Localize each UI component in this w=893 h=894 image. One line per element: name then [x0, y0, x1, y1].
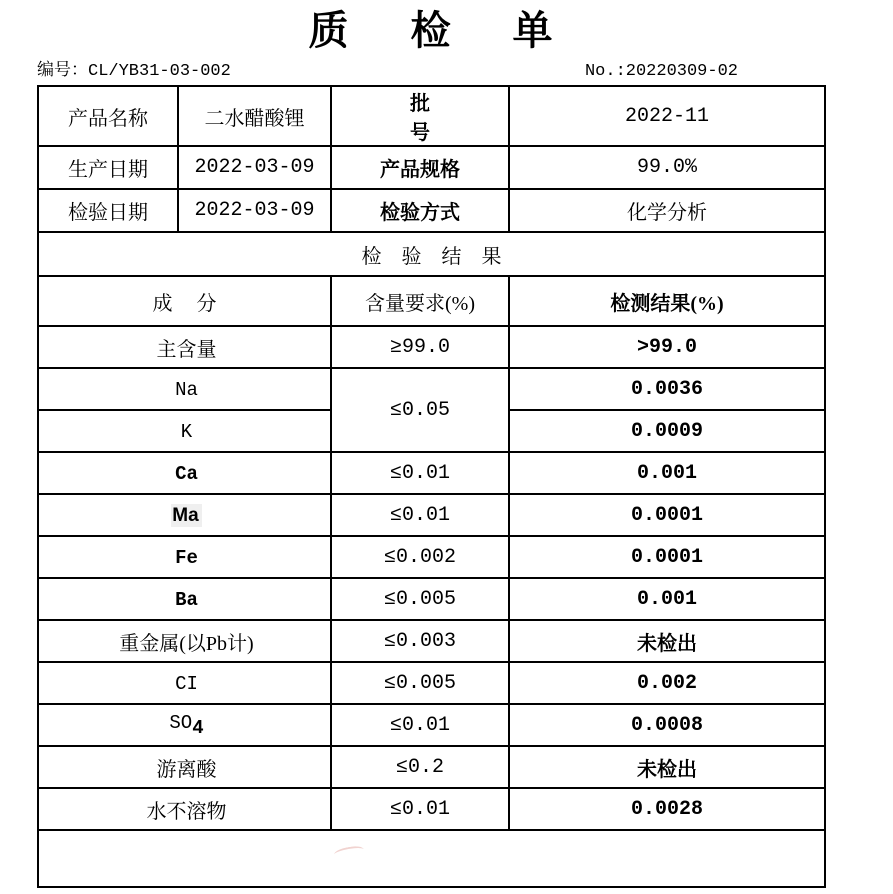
qc-sheet: [37, 0, 824, 888]
inspection-date-label: 检验日期: [38, 189, 178, 232]
production-date-label: 生产日期: [38, 146, 178, 189]
component-cl: CI: [38, 662, 331, 704]
component-fe: Fe: [38, 536, 331, 578]
requirement-water-insoluble: ≤0.01: [331, 788, 509, 830]
requirement-so4: ≤0.01: [331, 704, 509, 746]
document-number: No.:20220309-02: [584, 62, 738, 81]
inspection-method-label: 检验方式: [331, 189, 509, 232]
inspection-date-value: 2022-03-09: [178, 189, 331, 232]
result-so4: 0.0008: [509, 704, 825, 746]
result-ba: 0.001: [509, 578, 825, 620]
document-meta: [37, 60, 824, 82]
info-row-production-date: [38, 146, 825, 189]
serial-number: [37, 60, 231, 82]
result-row-mg: [38, 494, 825, 536]
result-row-free-acid: [38, 746, 825, 788]
column-requirement: 含量要求(%): [331, 276, 509, 326]
requirement-cl: ≤0.005: [331, 662, 509, 704]
inspection-method-value: 化学分析: [509, 189, 825, 232]
component-main-content: 主含量: [38, 326, 331, 368]
result-water-insoluble: 0.0028: [509, 788, 825, 830]
result-row-water-insoluble: [38, 788, 825, 830]
result-ca: 0.001: [509, 452, 825, 494]
component-so4: $SO_4$: [38, 704, 331, 746]
production-date-value: 2022-03-09: [178, 146, 331, 189]
requirement-fe: ≤0.002: [331, 536, 509, 578]
column-result: 检测结果(%): [509, 276, 825, 326]
component-ca: Ca: [38, 452, 331, 494]
result-row-ba: [38, 578, 825, 620]
product-spec-value: 99.0%: [509, 146, 825, 189]
result-row-cl: [38, 662, 825, 704]
product-name-label: 产品名称: [38, 86, 178, 146]
page-title: 质检单: [308, 9, 615, 53]
info-row-product: [38, 86, 825, 146]
result-k: 0.0009: [509, 410, 825, 452]
component-mg: Ma: [38, 494, 331, 536]
result-row-main-content: [38, 326, 825, 368]
empty-footer-row: [38, 830, 825, 887]
product-name-value: 二水醋酸锂: [178, 86, 331, 146]
results-section-title: 检验结果: [38, 232, 825, 276]
requirement-heavy-metals: ≤0.003: [331, 620, 509, 662]
result-row-na: [38, 368, 825, 410]
result-heavy-metals: 未检出: [509, 620, 825, 662]
result-row-heavy-metals: [38, 620, 825, 662]
result-mg: 0.0001: [509, 494, 825, 536]
component-na: Na: [38, 368, 331, 410]
result-row-fe: [38, 536, 825, 578]
batch-no-label: 批号: [331, 86, 509, 146]
result-free-acid: 未检出: [509, 746, 825, 788]
results-header-row: [38, 276, 825, 326]
empty-footer-cell: [38, 830, 825, 887]
result-row-so4: [38, 704, 825, 746]
requirement-na-k: ≤0.05: [331, 368, 509, 452]
component-heavy-metals: 重金属(以Pb计): [38, 620, 331, 662]
component-water-insoluble: 水不溶物: [38, 788, 331, 830]
batch-no-value: 2022-11: [509, 86, 825, 146]
serial-label: 编号：: [37, 60, 88, 79]
column-component: 成分: [38, 276, 331, 326]
result-main-content: >99.0: [509, 326, 825, 368]
info-row-inspection-date: [38, 189, 825, 232]
result-row-ca: [38, 452, 825, 494]
result-fe: 0.0001: [509, 536, 825, 578]
product-spec-label: 产品规格: [331, 146, 509, 189]
component-ba: Ba: [38, 578, 331, 620]
requirement-ca: ≤0.01: [331, 452, 509, 494]
requirement-main-content: ≥99.0: [331, 326, 509, 368]
qc-table: [37, 85, 826, 888]
result-cl: 0.002: [509, 662, 825, 704]
component-free-acid: 游离酸: [38, 746, 331, 788]
requirement-ba: ≤0.005: [331, 578, 509, 620]
requirement-mg: ≤0.01: [331, 494, 509, 536]
requirement-free-acid: ≤0.2: [331, 746, 509, 788]
result-na: 0.0036: [509, 368, 825, 410]
serial-value: CL/YB31-03-002: [88, 62, 231, 81]
results-section-row: [38, 232, 825, 276]
component-k: K: [38, 410, 331, 452]
